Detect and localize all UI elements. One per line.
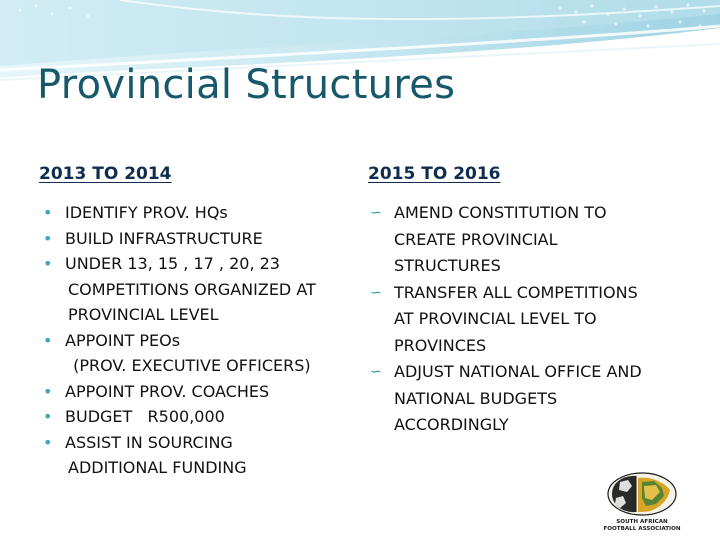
list-item-continuation [368, 386, 698, 413]
list-item [368, 200, 698, 227]
list-item-continuation [368, 412, 698, 439]
list-item-text: AMEND CONSTITUTION TO [394, 203, 607, 222]
list-item-text: ACCORDINGLY [394, 415, 509, 434]
list-item-text: UNDER 13, 15 , 17 , 20, 23 [65, 254, 280, 273]
bullet-dot-icon: • [43, 381, 53, 401]
list-item-continuation [368, 253, 698, 280]
bullet-dot-icon: • [43, 432, 53, 452]
list-item-text: PROVINCIAL LEVEL [68, 305, 219, 324]
safa-logo-graphic [598, 472, 686, 534]
wave-bullet-icon: ∽ [370, 284, 382, 301]
list-item-text: ADJUST NATIONAL OFFICE AND [394, 362, 642, 381]
list-item [43, 430, 343, 456]
bullet-dot-icon: • [43, 330, 53, 350]
list-item-text: BUILD INFRASTRUCTURE [65, 228, 263, 248]
list-item-text: BUDGET R500,000 [65, 407, 225, 426]
list-item [43, 200, 343, 226]
list-item-text: APPOINT PEOs [65, 330, 181, 350]
bullet-dot-icon: • [43, 203, 53, 222]
right-bullet-list [368, 200, 698, 439]
list-item-text: PROVINCES [394, 335, 487, 355]
list-item-text: IDENTIFY PROV. HQs [65, 203, 228, 222]
list-item-text: ASSIST IN SOURCING [65, 432, 233, 452]
list-item-continuation [368, 227, 698, 254]
list-item-text: TRANSFER ALL COMPETITIONS [394, 282, 638, 302]
list-item-continuation [43, 302, 343, 328]
bullet-dot-icon: • [43, 407, 53, 426]
left-bullet-list [43, 200, 343, 481]
list-item-text: ADDITIONAL FUNDING [68, 458, 247, 477]
logo-text-line2: FOOTBALL ASSOCIATION [603, 526, 681, 532]
list-item [43, 226, 343, 252]
list-item-continuation [43, 353, 343, 379]
list-item-continuation [43, 277, 343, 303]
list-item [43, 251, 343, 277]
right-column-heading: 2015 TO 2016 [368, 164, 501, 184]
wave-bullet-icon: ∽ [370, 205, 382, 221]
wave-bullet-icon: ∽ [370, 364, 382, 380]
list-item [43, 379, 343, 405]
list-item-continuation [368, 306, 698, 333]
list-item-text: NATIONAL BUDGETS [394, 388, 558, 408]
list-item [43, 328, 343, 354]
list-item-text: APPOINT PROV. COACHES [65, 381, 270, 401]
list-item [43, 404, 343, 430]
safa-logo [598, 472, 686, 534]
logo-text-line1: SOUTH AFRICAN [616, 519, 668, 525]
list-item-text: COMPETITIONS ORGANIZED AT [68, 279, 316, 299]
list-item-text: AT PROVINCIAL LEVEL TO [394, 309, 597, 328]
left-column-heading: 2013 TO 2014 [39, 164, 172, 184]
bullet-dot-icon: • [43, 254, 53, 273]
list-item-text: CREATE PROVINCIAL [394, 229, 558, 249]
list-item-continuation [368, 333, 698, 360]
list-item-text: (PROV. EXECUTIVE OFFICERS) [68, 356, 311, 375]
list-item-text: STRUCTURES [394, 256, 501, 275]
slide-title: Provincial Structures [37, 62, 456, 108]
bullet-dot-icon: • [43, 228, 53, 248]
list-item [368, 280, 698, 307]
list-item-continuation [43, 455, 343, 481]
list-item [368, 359, 698, 386]
